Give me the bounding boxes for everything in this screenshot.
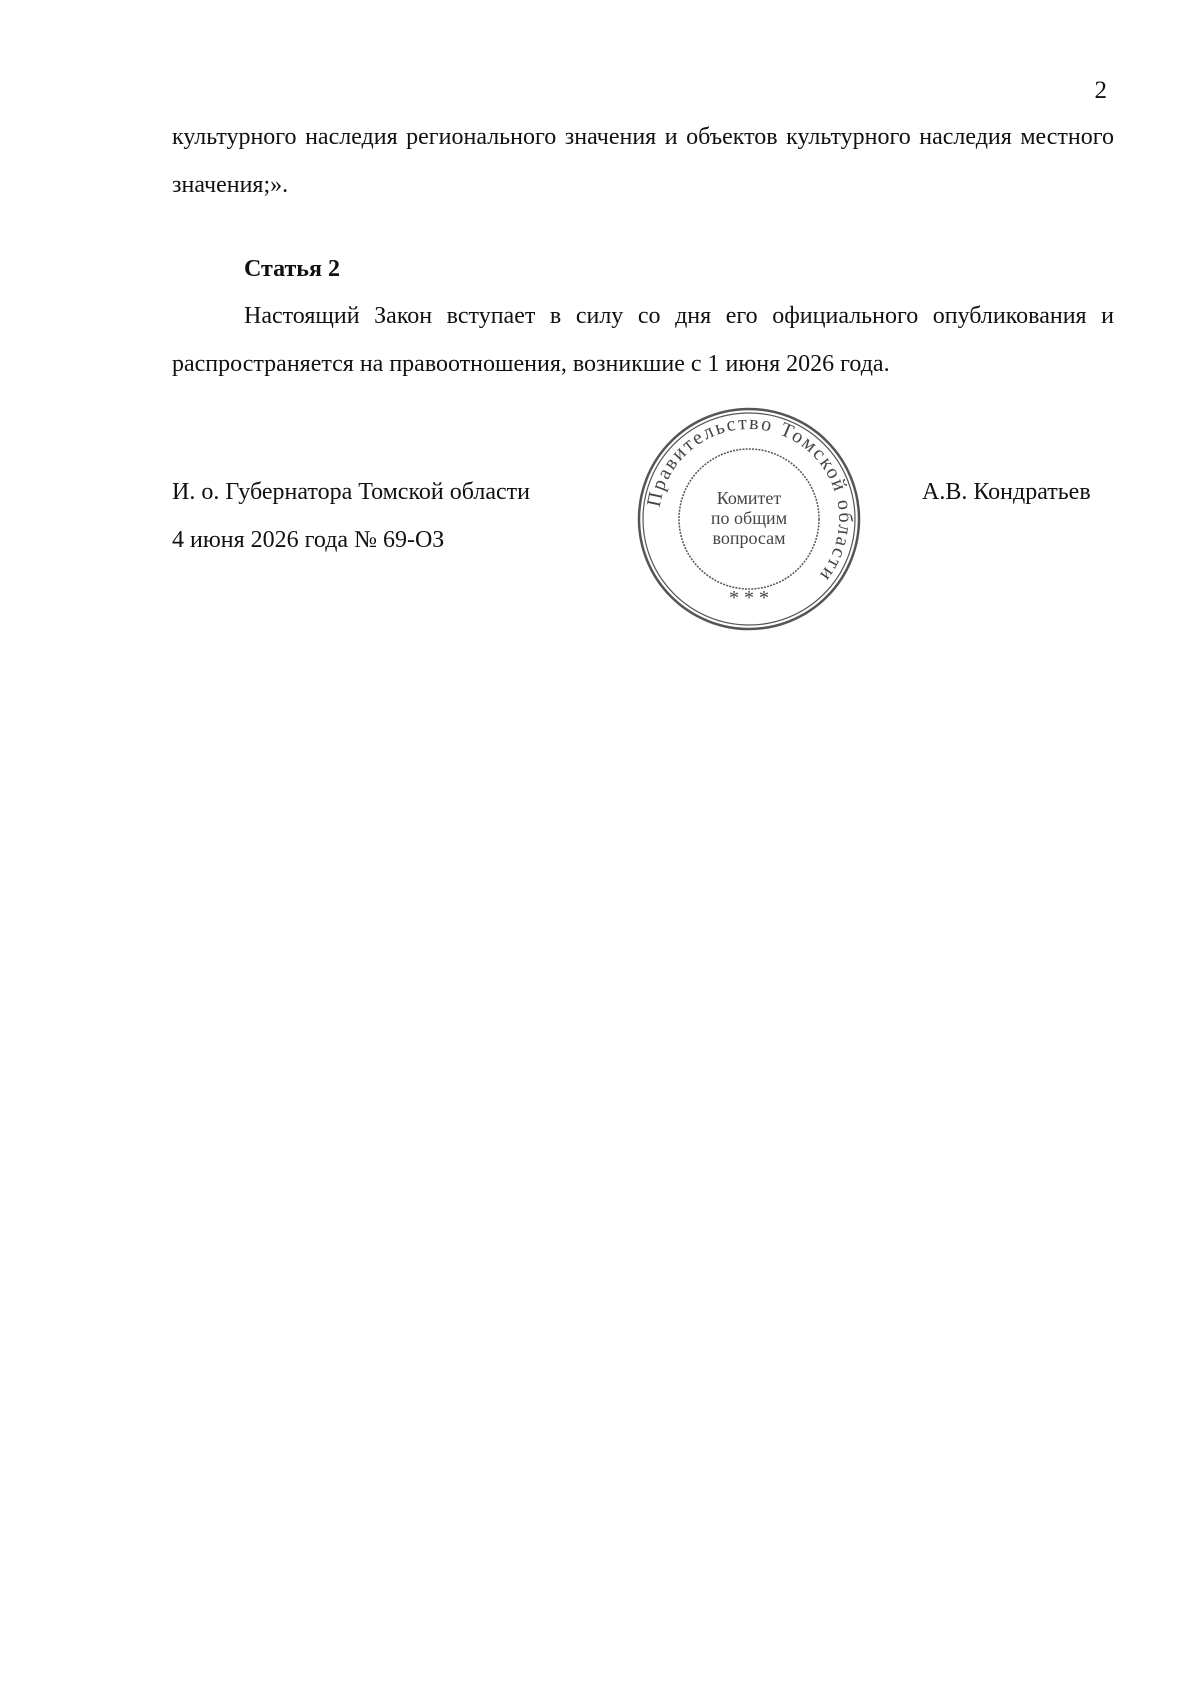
article-body: Настоящий Закон вступает в силу со дня его официального опубликования и распространяется на правоотношения, возникшие с 1 июня 2026 года. (172, 303, 1114, 377)
signatory-name: А.В. Кондратьев (922, 479, 1091, 505)
law-date-number: 4 июня 2026 года № 69-ОЗ (172, 527, 445, 553)
official-stamp (634, 404, 864, 634)
stamp-ring-text: Правительство Томской области (642, 411, 857, 587)
signature-block (172, 468, 530, 564)
continuation-paragraph: культурного наследия регионального значения и объектов культурного наследия местного значения;». (172, 124, 1114, 198)
signatory-title: И. о. Губернатора Томской области (172, 479, 530, 505)
stamp-line-3: вопросам (712, 528, 786, 548)
article-heading: Статья 2 (244, 256, 340, 282)
stamp-stars: * * * (729, 587, 769, 609)
stamp-line-1: Комитет (716, 488, 782, 508)
page-number: 2 (1094, 77, 1107, 104)
stamp-line-2: по общим (710, 508, 788, 528)
